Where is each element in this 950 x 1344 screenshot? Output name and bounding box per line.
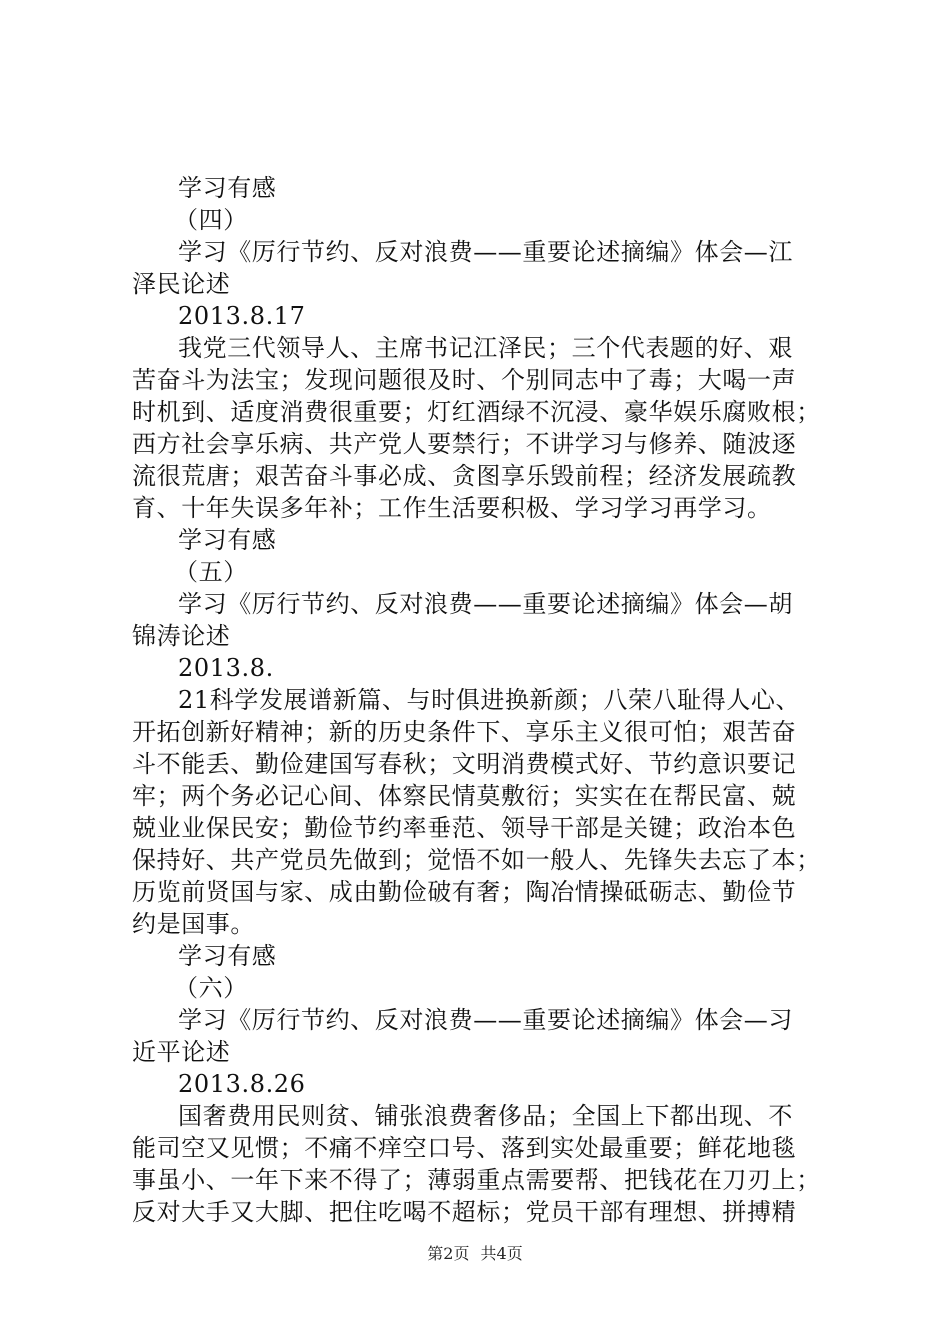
text-line: 国奢费用民则贫、铺张浪费奢侈品；全国上下都出现、不 — [178, 1102, 793, 1130]
text-line: （六） — [174, 974, 248, 1002]
text-line: 苦奋斗为法宝；发现问题很及时、个别同志中了毒；大喝一声 — [132, 366, 797, 394]
page-total: 共4页 — [480, 1244, 523, 1263]
text-line: 约是国事。 — [132, 910, 255, 938]
page-number: 第2页 — [427, 1244, 470, 1263]
text-line: 西方社会享乐病、共产党人要禁行；不讲学习与修养、随波逐 — [132, 430, 797, 458]
text-line: 流很荒唐；艰苦奋斗事必成、贪图享乐毁前程；经济发展疏教 — [132, 462, 797, 490]
text-line: 开拓创新好精神；新的历史条件下、享乐主义很可怕；艰苦奋 — [132, 718, 797, 746]
text-line: 保持好、共产党员先做到；觉悟不如一般人、先锋失去忘了本； — [132, 846, 821, 874]
text-line: （五） — [174, 558, 248, 586]
document-body — [132, 172, 832, 1228]
text-line: 牢；两个务必记心间、体察民情莫敷衍；实实在在帮民富、兢 — [132, 782, 797, 810]
text-line: 反对大手又大脚、把住吃喝不超标；党员干部有理想、拼搏精 — [132, 1198, 797, 1226]
text-line: 能司空又见惯；不痛不痒空口号、落到实处最重要；鲜花地毯 — [132, 1134, 797, 1162]
text-line: 2013.8. — [178, 654, 274, 682]
text-line: 学习有感 — [178, 526, 277, 554]
text-line: 2013.8.17 — [178, 302, 306, 330]
text-line: 事虽小、一年下来不得了；薄弱重点需要帮、把钱花在刀刃上； — [132, 1166, 821, 1194]
text-line: 斗不能丢、勤俭建国写春秋；文明消费模式好、节约意识要记 — [132, 750, 797, 778]
text-line: 学习《厉行节约、反对浪费——重要论述摘编》体会—江 — [178, 238, 793, 266]
text-line: 育、十年失误多年补；工作生活要积极、学习学习再学习。 — [132, 494, 772, 522]
text-line: 学习有感 — [178, 942, 277, 970]
text-line: 历览前贤国与家、成由勤俭破有奢；陶冶情操砥砺志、勤俭节 — [132, 878, 797, 906]
text-line: 兢业业保民安；勤俭节约率垂范、领导干部是关键；政治本色 — [132, 814, 797, 842]
text-line: 2013.8.26 — [178, 1070, 306, 1098]
text-line: 学习《厉行节约、反对浪费——重要论述摘编》体会—习 — [178, 1006, 793, 1034]
text-line: 时机到、适度消费很重要；灯红酒绿不沉浸、豪华娱乐腐败根； — [132, 398, 821, 426]
text-line: 我党三代领导人、主席书记江泽民；三个代表题的好、艰 — [178, 334, 793, 362]
text-line: 泽民论述 — [132, 270, 231, 298]
page-footer — [0, 1243, 950, 1265]
text-line: 近平论述 — [132, 1038, 231, 1066]
text-line: 学习有感 — [178, 174, 277, 202]
text-line: 学习《厉行节约、反对浪费——重要论述摘编》体会—胡 — [178, 590, 793, 618]
text-line: （四） — [174, 206, 248, 234]
text-line: 锦涛论述 — [132, 622, 231, 650]
text-line: 21科学发展谱新篇、与时俱进换新颜；八荣八耻得人心、 — [178, 686, 801, 714]
